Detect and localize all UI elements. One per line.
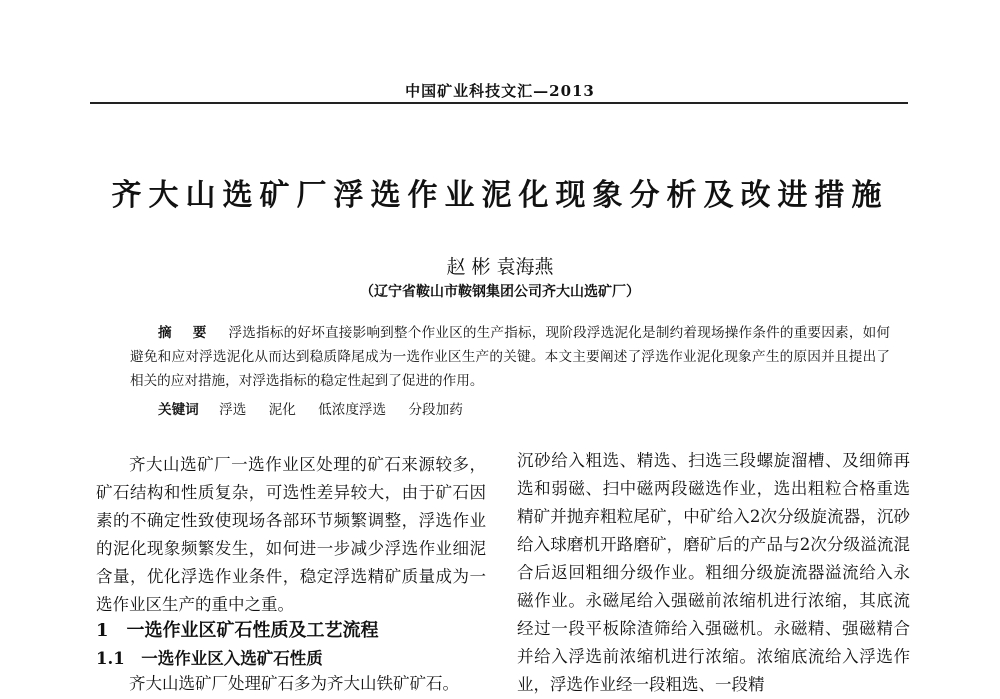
keyword: 低浓度浮选: [318, 402, 387, 418]
header-rule: [90, 102, 908, 104]
paper-affiliation: （辽宁省鞍山市鞍钢集团公司齐大山选矿厂）: [360, 284, 640, 300]
intro-paragraph: 齐大山选矿厂一选作业区处理的矿石来源较多，矿石结构和性质复杂，可选性差异较大，由于矿石因素的不确定性致使现场各部环节频繁调整，浮选作业的泥化现象频繁发生，如何进一步减少浮选作业细泥含量，优化浮选作业条件，稳定浮选精矿质量成为一选作业区生产的重中之重。: [96, 455, 486, 614]
keywords-label: 关键词: [158, 402, 199, 418]
keyword: 浮选: [219, 402, 247, 418]
abstract-label: 摘 要: [158, 325, 215, 341]
abstract: [130, 321, 890, 393]
abstract-text: 浮选指标的好坏直接影响到整个作业区的生产指标，现阶段浮选泥化是制约着现场操作条件的重要因素，如何避免和应对浮选泥化从而达到稳质降尾成为一选作业区生产的关键。本文主要阐述了浮选作业泥化现象产生的原因并且提出了相关的应对措施，对浮选指标的稳定性起到了促进的作用。: [130, 325, 890, 389]
paper-title: 齐大山选矿厂浮选作业泥化现象分析及改进措施: [111, 178, 889, 213]
body-text-line: 齐大山选矿厂处理矿石多为齐大山铁矿矿石。: [129, 674, 459, 693]
keywords: [158, 398, 481, 418]
process-paragraph: 沉砂给入粗选、精选、扫选三段螺旋溜槽、及细筛再选和弱磁、扫中磁两段磁选作业，选出粗粒合格重选精矿并抛弃粗粒尾矿，中矿给入2次分级旋流器，沉砂给入球磨机开路磨矿，磨矿后的产品与2次分级溢流混合后返回粗细分级作业。粗细分级旋流器溢流给入永磁作业。永磁尾给入强磁前浓缩机进行浓缩，其底流经过一段平板除渣筛给入强磁机。永磁精、强磁精合并给入浮选前浓缩机进行浓缩。浓缩底流给入浮选作业，浮选作业经一段粗选、一段精: [517, 451, 910, 694]
journal-header: 中国矿业科技文汇—2013: [405, 82, 595, 100]
section-heading-1: 1 一选作业区矿石性质及工艺流程: [96, 620, 379, 641]
keyword: 泥化: [268, 402, 296, 418]
paper-authors: 赵 彬 袁海燕: [446, 256, 554, 278]
keyword: 分段加药: [408, 402, 463, 418]
section-heading-1-1: 1.1 一选作业区入选矿石性质: [96, 649, 323, 668]
